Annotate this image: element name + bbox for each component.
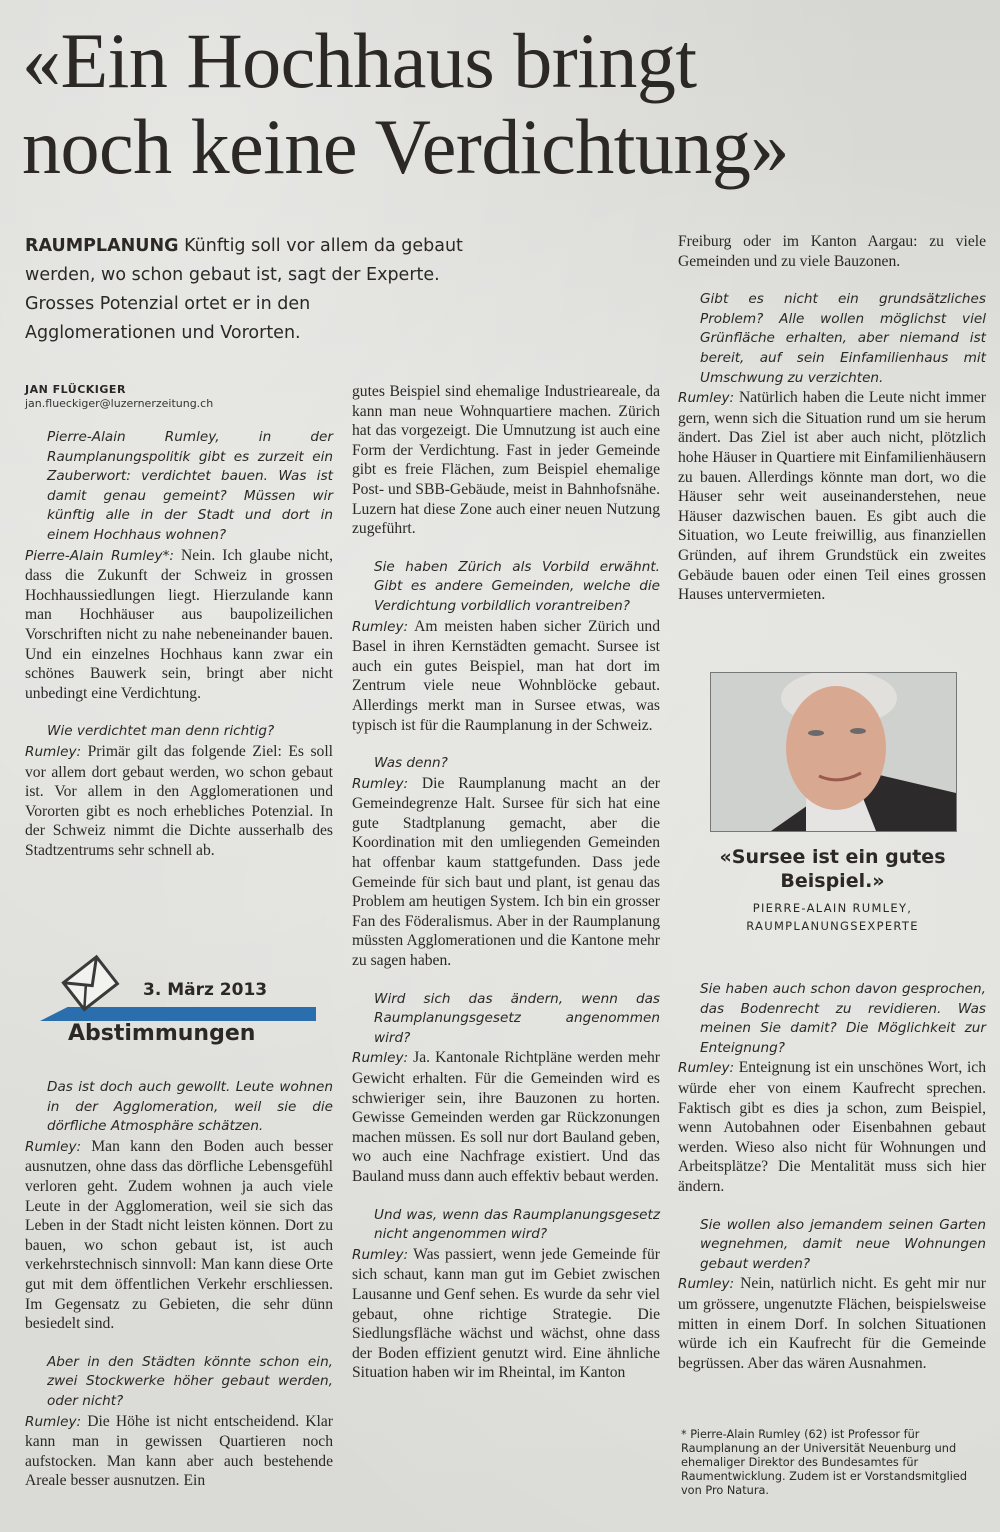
- lead-kicker: RAUMPLANUNG: [25, 236, 179, 256]
- column-3: [678, 232, 986, 605]
- question: Gibt es nicht ein grundsätzliches Problem? Alle wollen möglichst viel Grünfläche erhalten, aber niemand ist bereit, auf sein Einfamilienhaus mit Umschwung zu verzichten.: [700, 291, 986, 386]
- speaker-label: Rumley:: [25, 1413, 82, 1430]
- speaker-label: Rumley:: [25, 743, 82, 760]
- pull-quote-attribution: [690, 899, 975, 935]
- answer: Rumley: Primär gilt das folgende Ziel: Es soll vor allem dort gebaut werden, wo schon gebaut ist. Vor allem in den Agglomerationen und Vororten gibt es noch erhebliches Potenzial. In der Schweiz nimmt die Dichte ausserhalb des Stadtzentrums sehr schnell ab.: [25, 742, 333, 859]
- answer: Rumley: Man kann den Boden auch besser ausnutzen, ohne dass das dörfliche Lebensgefühl verloren geht. Zudem wohnen ja auch viele Leute in der Agglomeration, weil sie sich das Leben in der Stadt nicht leisten können. Dort zu bauen, wo schon gebaut ist, ist auch verkehrstechnisch sinnvoll: Man kann diese Orte gut mit dem öffentlichen Verkehr erschliessen. Im Gegensatz zu Gebieten, die sehr dünn besiedelt sind.: [25, 1137, 333, 1333]
- answer: Rumley: Was passiert, wenn jede Gemeinde für sich schaut, kann man gut im Gebiet zwischen Lausanne und Genf sehen. Es wurde da sehr viel gebaut, ohne richtige Strategie. Die Siedlungsfläche wächst und wächst, ohne dass der Boden effizient genutzt wird. Eine ähnliche Situation haben wir im Rheintal, im Kanton: [352, 1245, 660, 1382]
- speaker-label: Rumley:: [25, 1138, 82, 1155]
- question: Aber in den Städten könnte schon ein, zwei Stockwerke höher gebaut werden, oder nicht?: [47, 1353, 333, 1409]
- pull-quote: [690, 845, 975, 935]
- ballot-envelope-icon: [56, 950, 126, 1014]
- answer: Rumley: Nein, natürlich nicht. Es geht mir nur um grössere, ungenutzte Flächen, beispielsweise mitten in einem Dorf. In solchen Situationen würde ich ein Kaufrecht für die Gemeinde begrüssen. Aber das wären Ausnahmen.: [678, 1275, 986, 1372]
- answer: Rumley: Ja. Kantonale Richtpläne werden mehr Gewicht erhalten. Für die Gemeinden wird es schwieriger sein, ihre Bauzonen zu horten. Gewisse Gemeinden werden gar Rückzonungen machen müssen. Es soll nur dort Bauland geben, wo auch eine Nachfrage existiert. Und das Bauland muss dann auch effektiv bebaut werden.: [352, 1049, 660, 1185]
- answer-continued: gutes Beispiel sind ehemalige Industrieareale, da kann man neue Wohnquartiere machen. Zürich hat das vorgezeigt. Die Umnutzung ist auch eine Form der Verdichtung. Fast in jeder Gemeinde gibt es freie Flächen, zum Beispiel ehemalige Post- und SBB-Gebäude, meist in Bahnhofsnähe. Luzern hat diese Zone auch einer neuen Nutzung zugeführt.: [352, 383, 660, 538]
- speaker-label: Rumley:: [352, 1246, 409, 1263]
- vote-date: 3. März 2013: [143, 980, 268, 1000]
- vote-title: Abstimmungen: [68, 1021, 256, 1046]
- speaker-label: Rumley:: [352, 1050, 409, 1067]
- speaker-label: Rumley:: [678, 390, 735, 407]
- question: Wie verdichtet man denn richtig?: [47, 723, 275, 740]
- question: Wird sich das ändern, wenn das Raumplanungsgesetz angenommen wird?: [374, 990, 660, 1046]
- lead-text: Künftig soll vor allem da gebaut werden, wo schon gebaut ist, sagt der Experte. Grosses Potenzial ortet er in den Agglomerationen und Vororten.: [25, 236, 463, 343]
- vote-badge: [38, 950, 328, 1046]
- column-1: [25, 428, 333, 860]
- pull-quote-name: PIERRE-ALAIN RUMLEY,: [752, 901, 913, 915]
- question: Das ist doch auch gewollt. Leute wohnen in der Agglomeration, weil sie die dörfliche Atmosphäre schätzen.: [47, 1079, 333, 1135]
- speaker-label: Rumley:: [352, 775, 409, 792]
- headline-line-2: noch keine Verdichtung»: [22, 103, 789, 190]
- headline: [22, 18, 992, 190]
- question: Pierre-Alain Rumley, in der Raumplanungspolitik gibt es zurzeit ein Zauberwort: verdichtet bauen. Was ist damit genau gemeint? Müssen wir künftig alle in der Stadt und dort in einem Hochhaus wohnen?: [47, 429, 333, 543]
- author-name: JAN FLÜCKIGER: [25, 383, 126, 396]
- speaker-label: Rumley:: [352, 618, 409, 635]
- answer-continued: Freiburg oder im Kanton Aargau: zu viele Gemeinden und zu viele Bauzonen.: [678, 233, 986, 270]
- question: Sie haben Zürich als Vorbild erwähnt. Gibt es andere Gemeinden, welche die Verdichtung vorbildlich vorantreiben?: [374, 558, 660, 614]
- answer: Rumley: Natürlich haben die Leute nicht immer gern, wenn sich die Situation rund um sie herum ändert. Das Ziel ist aber auch nicht, plötzlich hohe Häuser in Quartiere mit Einfamilienhäusern zu bauen. Allerdings könnte man dort, wo die Häuser sehr weit auseinanderstehen, neue Häuser dazwischen bauen. Es gibt auch die Situation, wo Leute freiwillig, aus finanziellen Gründen, auf ihrem Grundstück ein zweites Gebäude bauen oder einen Teil eines grossen Hauses untervermieten.: [678, 389, 986, 604]
- footnote: * Pierre-Alain Rumley (62) ist Professor für Raumplanung an der Universität Neuenburg und ehemaliger Direktor des Bundesamtes für Raumentwicklung. Zudem ist er Vorstandsmitglied von Pro Natura.: [681, 1428, 968, 1497]
- question: Und was, wenn das Raumplanungsgesetz nicht angenommen wird?: [374, 1206, 660, 1243]
- speaker-label: Rumley:: [678, 1060, 735, 1077]
- author-email[interactable]: jan.flueckiger@luzernerzeitung.ch: [25, 397, 214, 410]
- question: Was denn?: [374, 755, 448, 772]
- answer: Rumley: Die Höhe ist nicht entscheidend. Klar kann man in gewissen Quartieren noch aufstocken. Man kann aber auch bestehende Areale besser ausnutzen. Ein: [25, 1412, 333, 1490]
- portrait-image: [711, 673, 956, 831]
- pull-quote-role: RAUMPLANUNGSEXPERTE: [746, 919, 919, 933]
- portrait-photo: [710, 672, 957, 832]
- column-1-bottom: [25, 1078, 333, 1491]
- column-2: [352, 382, 660, 1383]
- answer: Rumley: Enteignung ist ein unschönes Wort, ich würde eher von einem Kaufrecht sprechen. Faktisch gibt es dies ja schon, zum Beispiel, wenn Autobahnen oder Eisenbahnen gebaut werden. Wieso also nicht für Wohnungen und Arbeitsplätze? Die Mentalität muss sich hier ändern.: [678, 1059, 986, 1195]
- answer: Rumley: Die Raumplanung macht an der Gemeindegrenze Halt. Sursee für sich hat eine gute Stadtplanung gemacht, aber die Koordination mit den umliegenden Gemeinden hat offenbar kaum stattgefunden. Dass jede Gemeinde für sich baut und plant, ist genau das Problem am heutigen System. Ich bin ein grosser Fan des Föderalismus. Aber in der Raumplanung müssten Agglomerationen und die Kantone mehr zu sagen haben.: [352, 774, 660, 970]
- answer: Pierre-Alain Rumley*: Nein. Ich glaube nicht, dass die Zukunft der Schweiz in grossen Hochhaussiedlungen liegt. Hierzulande kann man Hochhäuser aus baupolizeilichen Vorschriften nicht zu nahe nebeneinander bauen. Und ein einzelnes Hochhaus kann zwar ein schönes Bauwerk sein, bringt aber nicht unbedingt eine Verdichtung.: [25, 546, 333, 702]
- byline: [25, 383, 345, 411]
- pull-quote-text: «Sursee ist ein gutes Beispiel.»: [719, 846, 946, 892]
- question: Sie wollen also jemandem seinen Garten wegnehmen, damit neue Wohnungen gebaut werden?: [700, 1216, 986, 1272]
- speaker-label: Rumley:: [678, 1276, 735, 1293]
- answer: Rumley: Am meisten haben sicher Zürich und Basel in ihren Kernstädten gemacht. Sursee ist auch ein gutes Beispiel, man hat dort im Zentrum viele neue Wohnblöcke gebaut. Allerdings merkt man in Sursee etwas, was typisch ist für die Raumplanung in der Schweiz.: [352, 617, 660, 734]
- speaker-label: Pierre-Alain Rumley*:: [25, 547, 174, 564]
- headline-line-1: «Ein Hochhaus bringt: [22, 17, 697, 104]
- question: Sie haben auch schon davon gesprochen, das Bodenrecht zu revidieren. Was meinen Sie damit? Die Möglichkeit zur Enteignung?: [700, 981, 986, 1056]
- column-3-bottom: [678, 980, 986, 1373]
- lead-paragraph: [25, 232, 465, 348]
